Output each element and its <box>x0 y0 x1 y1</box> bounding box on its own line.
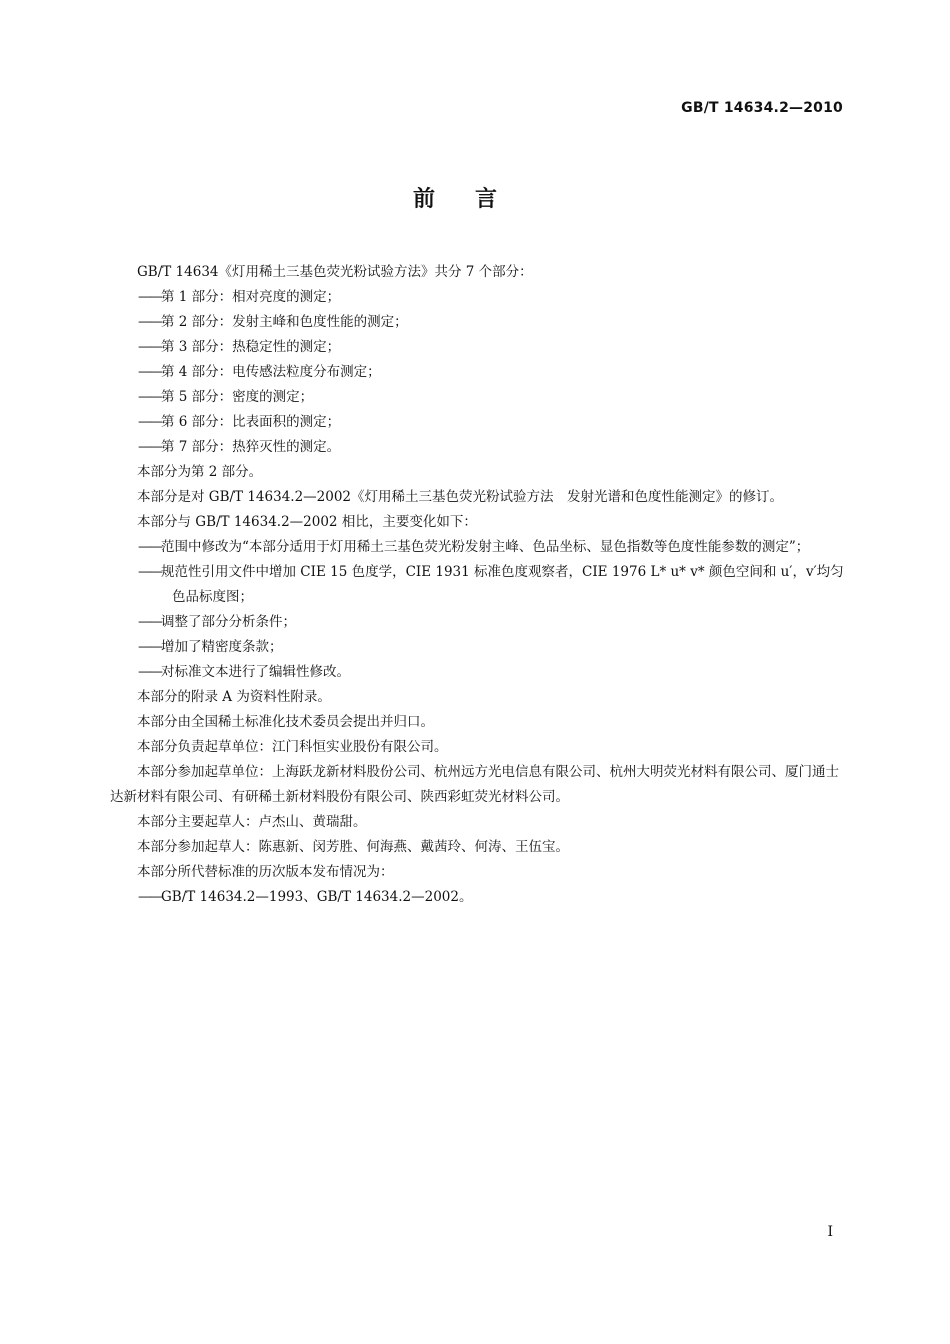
list-item: ——第 4 部分：电传感法粒度分布测定； <box>138 364 381 380</box>
paragraph: 本部分所代替标准的历次版本发布情况为： <box>137 864 394 880</box>
paragraph: GB/T 14634《灯用稀土三基色荧光粉试验方法》共分 7 个部分： <box>137 264 533 280</box>
paragraph: 本部分参加起草人：陈惠新、闵芳胜、何海燕、戴茜玲、何涛、王伍宝。 <box>137 839 569 855</box>
list-item: ——第 7 部分：热猝灭性的测定。 <box>138 439 341 455</box>
list-item: ——范围中修改为“本部分适用于灯用稀土三基色荧光粉发射主峰、色品坐标、显色指数等色度性能参数的测定”； <box>138 539 810 555</box>
list-item: ——第 2 部分：发射主峰和色度性能的测定； <box>138 314 408 330</box>
list-item: ——调整了部分分析条件； <box>138 614 296 630</box>
list-item: ——第 3 部分：热稳定性的测定； <box>138 339 341 355</box>
paragraph: 本部分为第 2 部分。 <box>137 464 263 480</box>
paragraph: 本部分是对 GB/T 14634.2—2002《灯用稀土三基色荧光粉试验方法 发射光谱和色度性能测定》的修订。 <box>137 489 784 505</box>
page-title: 前言 <box>412 187 537 212</box>
list-item: ——第 1 部分：相对亮度的测定； <box>138 289 341 305</box>
list-item: ——第 5 部分：密度的测定； <box>138 389 314 405</box>
list-item: ——规范性引用文件中增加 CIE 15 色度学，CIE 1931 标准色度观察者，CIE 1976 L* u* v* 颜色空间和 u′，v′均匀色品标度图； <box>138 564 844 605</box>
list-item: ——对标准文本进行了编辑性修改。 <box>138 664 350 680</box>
paragraph: 本部分负责起草单位：江门科恒实业股份有限公司。 <box>137 739 448 755</box>
paragraph: 本部分主要起草人：卢杰山、黄瑞甜。 <box>137 814 367 830</box>
paragraph: 本部分由全国稀土标准化技术委员会提出并归口。 <box>137 714 434 730</box>
paragraph: 本部分的附录 A 为资料性附录。 <box>137 689 331 705</box>
list-item: ——GB/T 14634.2—1993、GB/T 14634.2—2002。 <box>138 889 473 905</box>
list-item: ——增加了精密度条款； <box>138 639 283 655</box>
standard-code: GB/T 14634.2—2010 <box>681 100 843 116</box>
paragraph: 本部分与 GB/T 14634.2—2002 相比，主要变化如下： <box>137 514 477 530</box>
page-number: I <box>827 1224 833 1240</box>
foreword-body <box>110 260 844 910</box>
paragraph: 本部分参加起草单位：上海跃龙新材料股份公司、杭州远方光电信息有限公司、杭州大明荧光材料有限公司、厦门通士达新材料有限公司、有研稀土新材料股份有限公司、陕西彩虹荧光材料公司。 <box>110 764 839 805</box>
list-item: ——第 6 部分：比表面积的测定； <box>138 414 341 430</box>
